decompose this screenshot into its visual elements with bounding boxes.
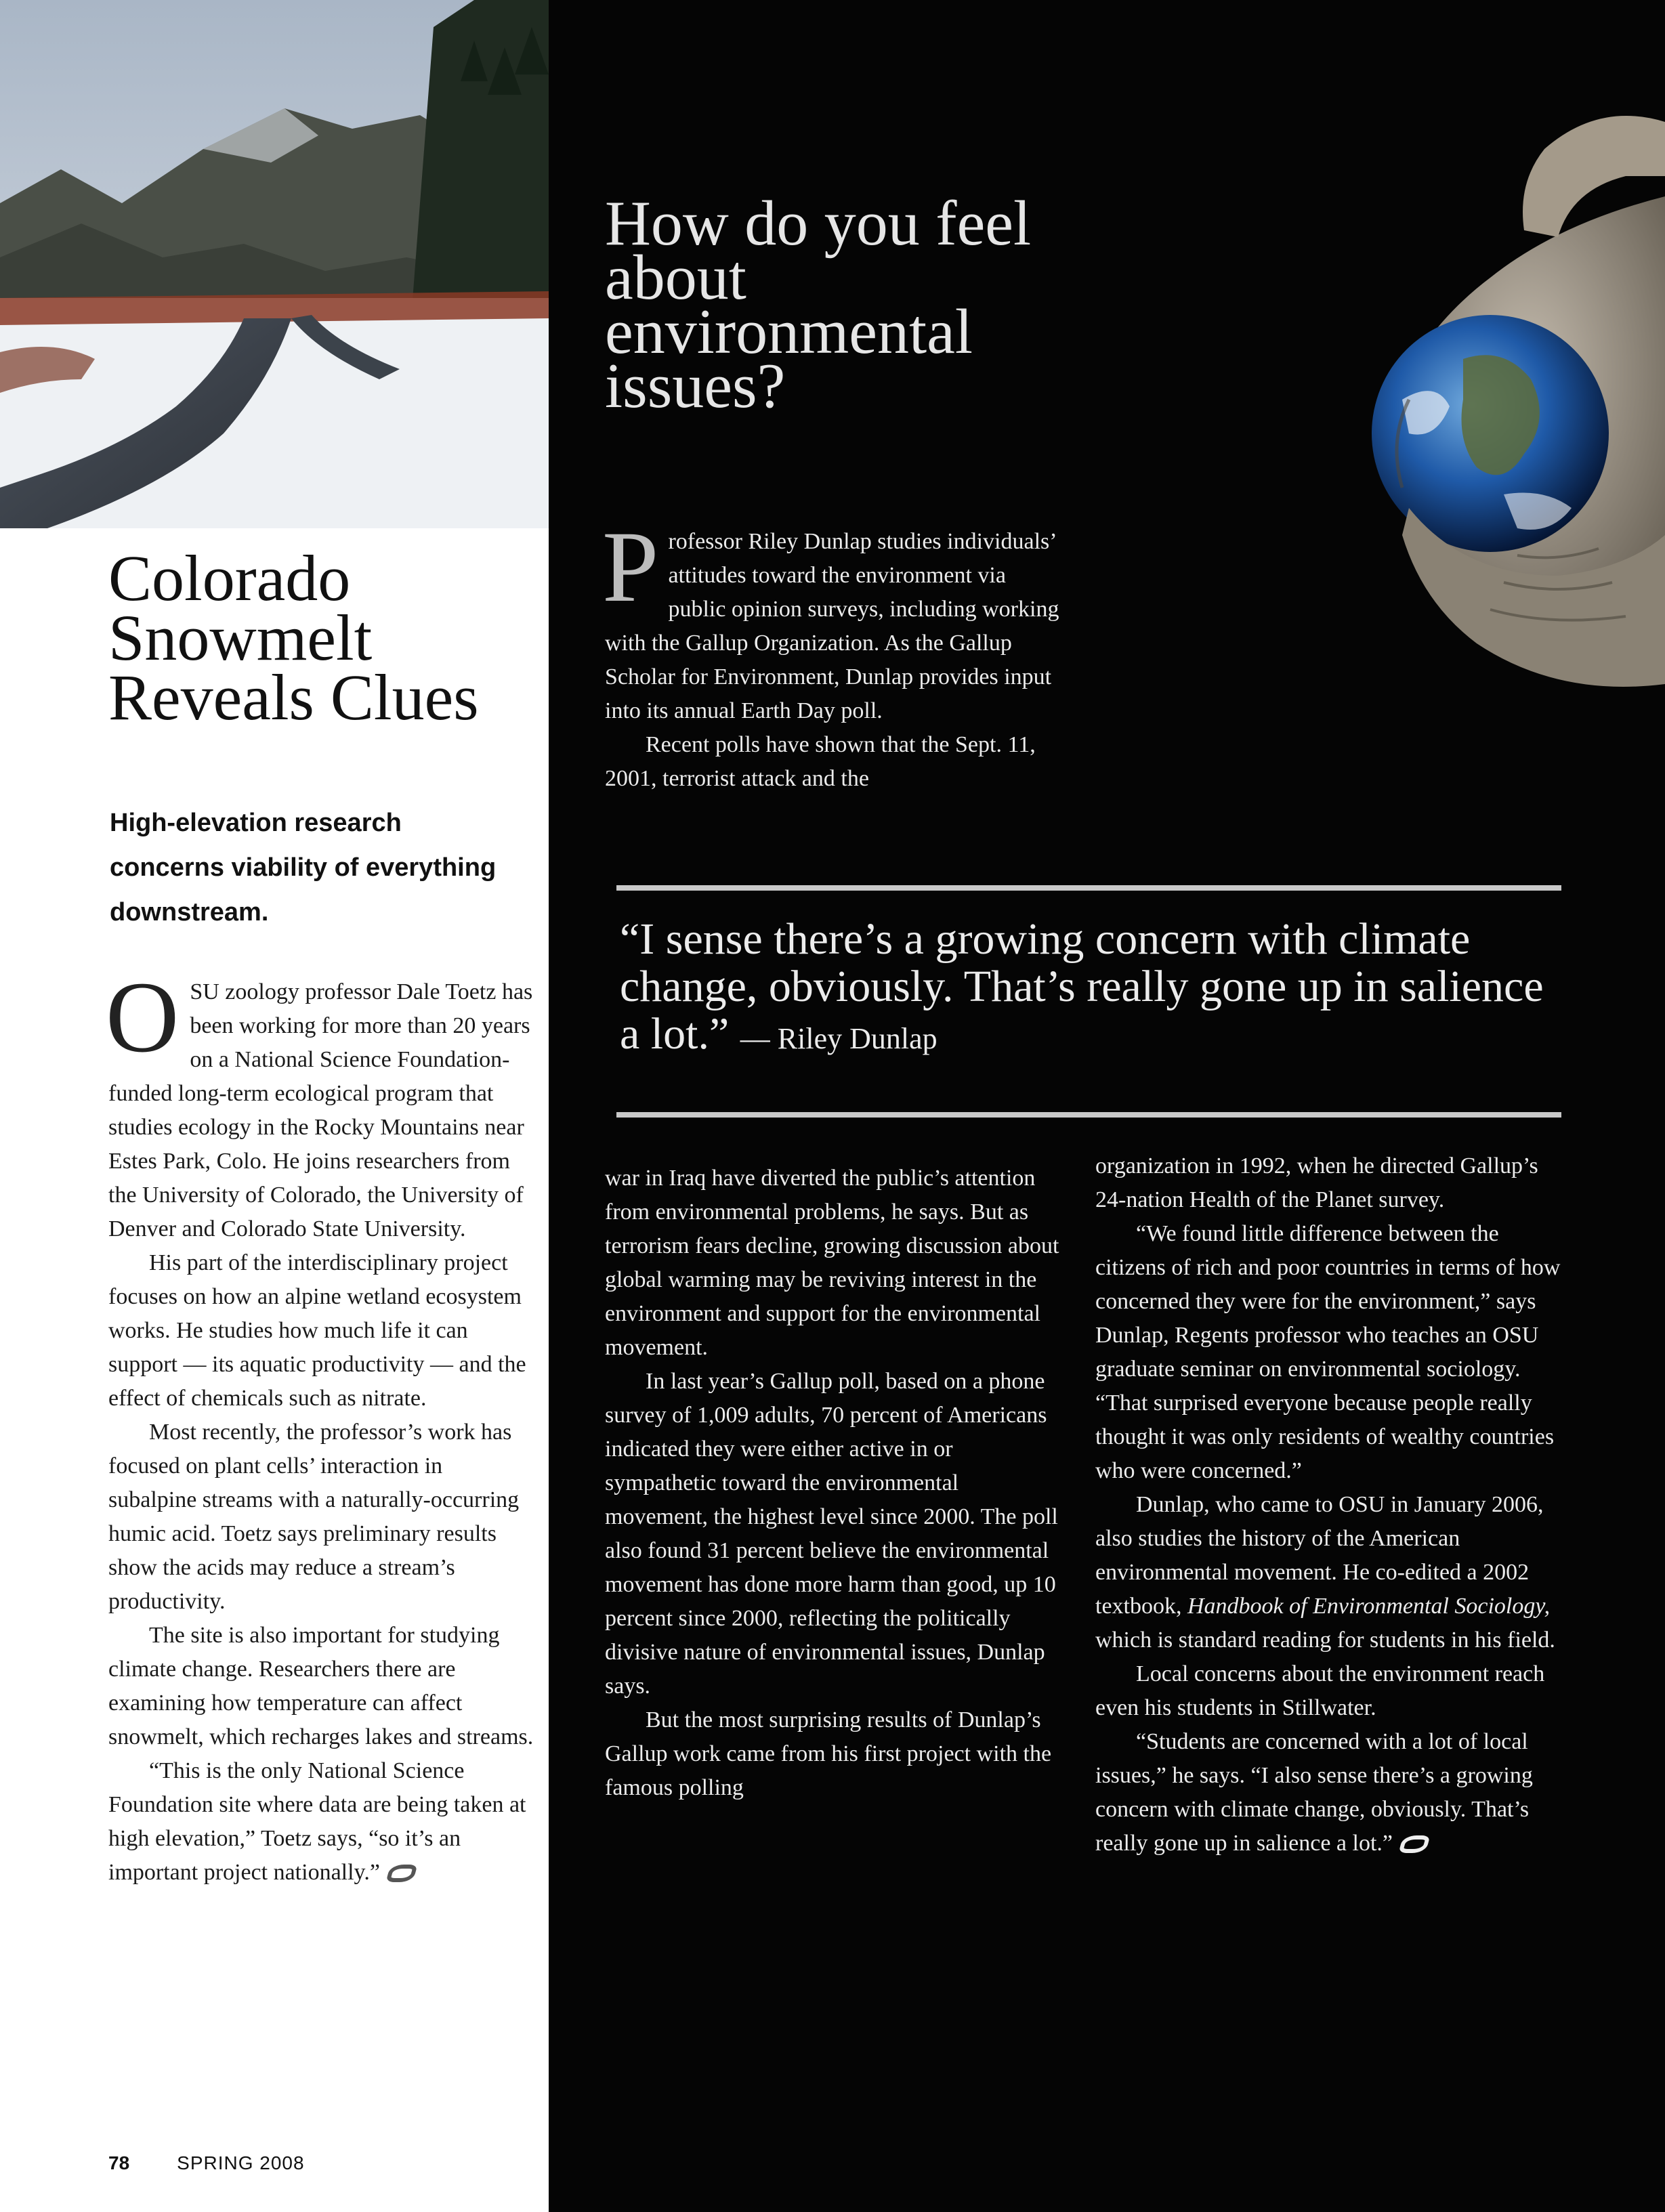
book-title: Handbook of Environmental Sociology,: [1187, 1594, 1551, 1619]
body-paragraph: organization in 1992, when he directed Gallup’s 24-nation Health of the Planet survey.: [1095, 1153, 1538, 1212]
body-paragraph: Professor Riley Dunlap studies individuals’ attitudes toward the environment via public opinion surveys, including working with the Gallup Organization. As the Gallup Scholar for Environment, Dunlap provides input into its annual Earth Day poll.: [602, 511, 1059, 723]
osu-end-mark-icon: [385, 1865, 417, 1882]
body-paragraph: Recent polls have shown that the Sept. 11, 2001, terrorist attack and the: [605, 732, 1036, 791]
pull-quote: “I sense there’s a growing concern with climate change, obviously. That’s really gone up in salience a lot.” — Riley Dunlap: [620, 914, 1544, 1059]
left-article: [0, 0, 549, 2212]
osu-end-mark-icon: [1399, 1835, 1431, 1853]
drop-cap: P: [602, 511, 659, 623]
body-paragraph: Local concerns about the environment reach even his students in Stillwater.: [1095, 1661, 1545, 1720]
right-article-column-2: [1095, 1149, 1563, 1860]
article-title: Colorado Snowmelt Reveals Clues: [108, 542, 479, 733]
right-article-intro: [602, 511, 1066, 796]
body-paragraph: Most recently, the professor’s work has focused on plant cells’ interaction in subalpine streams with a naturally-occurring humic acid. Toetz says preliminary results show the acids may reduce a stream’s productivity.: [108, 1420, 520, 1614]
hands-holding-earth-photo: [1084, 20, 1665, 833]
issue-label: SPRING 2008: [177, 2152, 305, 2173]
right-article-column-1: [605, 1162, 1066, 1805]
article-body: [106, 961, 535, 1890]
body-paragraph: OSU zoology professor Dale Toetz has been working for more than 20 years on a National Science Foundation-funded long-term ecological program that studies ecology in the Rocky Mountains near Estes Park, Colo. He joins researchers from the University of Colorado, the University of Denver and Colorado State University.: [106, 961, 533, 1241]
pull-quote-attribution: — Riley Dunlap: [740, 1022, 937, 1055]
pullquote-rule-bottom: [616, 1112, 1561, 1118]
snowy-mountain-stream-photo: [0, 0, 549, 528]
body-paragraph: Dunlap, who came to OSU in January 2006, also studies the history of the American environmental movement. He co-edited a 2002 textbook, Handbook of Environmental Sociology, which is standard reading for students in his field.: [1095, 1492, 1555, 1653]
drop-cap: O: [106, 961, 180, 1073]
pullquote-rule-top: [616, 885, 1561, 891]
body-paragraph: The site is also important for studying climate change. Researchers there are examining how temperature can affect snowmelt, which recharges lakes and streams.: [108, 1623, 534, 1749]
body-paragraph: “We found little difference between the citizens of rich and poor countries in terms of how concerned they were for the environment,” says Dunlap, Regents professor who teaches an OSU graduate seminar on environmental sociology. “That surprised everyone because people really thought it was only residents of wealthy countries who were concerned.”: [1095, 1221, 1561, 1483]
right-article-title: How do you feel about environmental issues?: [605, 188, 1032, 421]
page-number: 78: [108, 2152, 130, 2173]
body-paragraph: “This is the only National Science Foundation site where data are being taken at high elevation,” Toetz says, “so it’s an important project nationally.”: [108, 1758, 526, 1885]
body-paragraph: But the most surprising results of Dunlap’s Gallup work came from his first project with the famous polling: [605, 1707, 1052, 1800]
body-paragraph: war in Iraq have diverted the public’s attention from environmental problems, he says. But as terrorism fears decline, growing discussion about global warming may be reviving interest in the environment and support for the environmental movement.: [605, 1166, 1059, 1360]
body-paragraph: His part of the interdisciplinary project focuses on how an alpine wetland ecosystem works. He studies how much life it can support — its aquatic productivity — and the effect of chemicals such as nitrate.: [108, 1250, 526, 1411]
body-paragraph: In last year’s Gallup poll, based on a phone survey of 1,009 adults, 70 percent of Americans indicated they were either active in or sympathetic toward the environmental movement, the highest level since 2000. The poll also found 31 percent believe the environmental movement has done more harm than good, up 10 percent since 2000, reflecting the politically divisive nature of environmental issues, Dunlap says.: [605, 1369, 1058, 1699]
body-paragraph: “Students are concerned with a lot of local issues,” he says. “I also sense there’s a growing concern with climate change, obviously. That’s really gone up in salience a lot.”: [1095, 1729, 1533, 1856]
article-subtitle: High-elevation research concerns viability of everything downstream.: [110, 809, 497, 927]
page-folio: [108, 2152, 305, 2174]
